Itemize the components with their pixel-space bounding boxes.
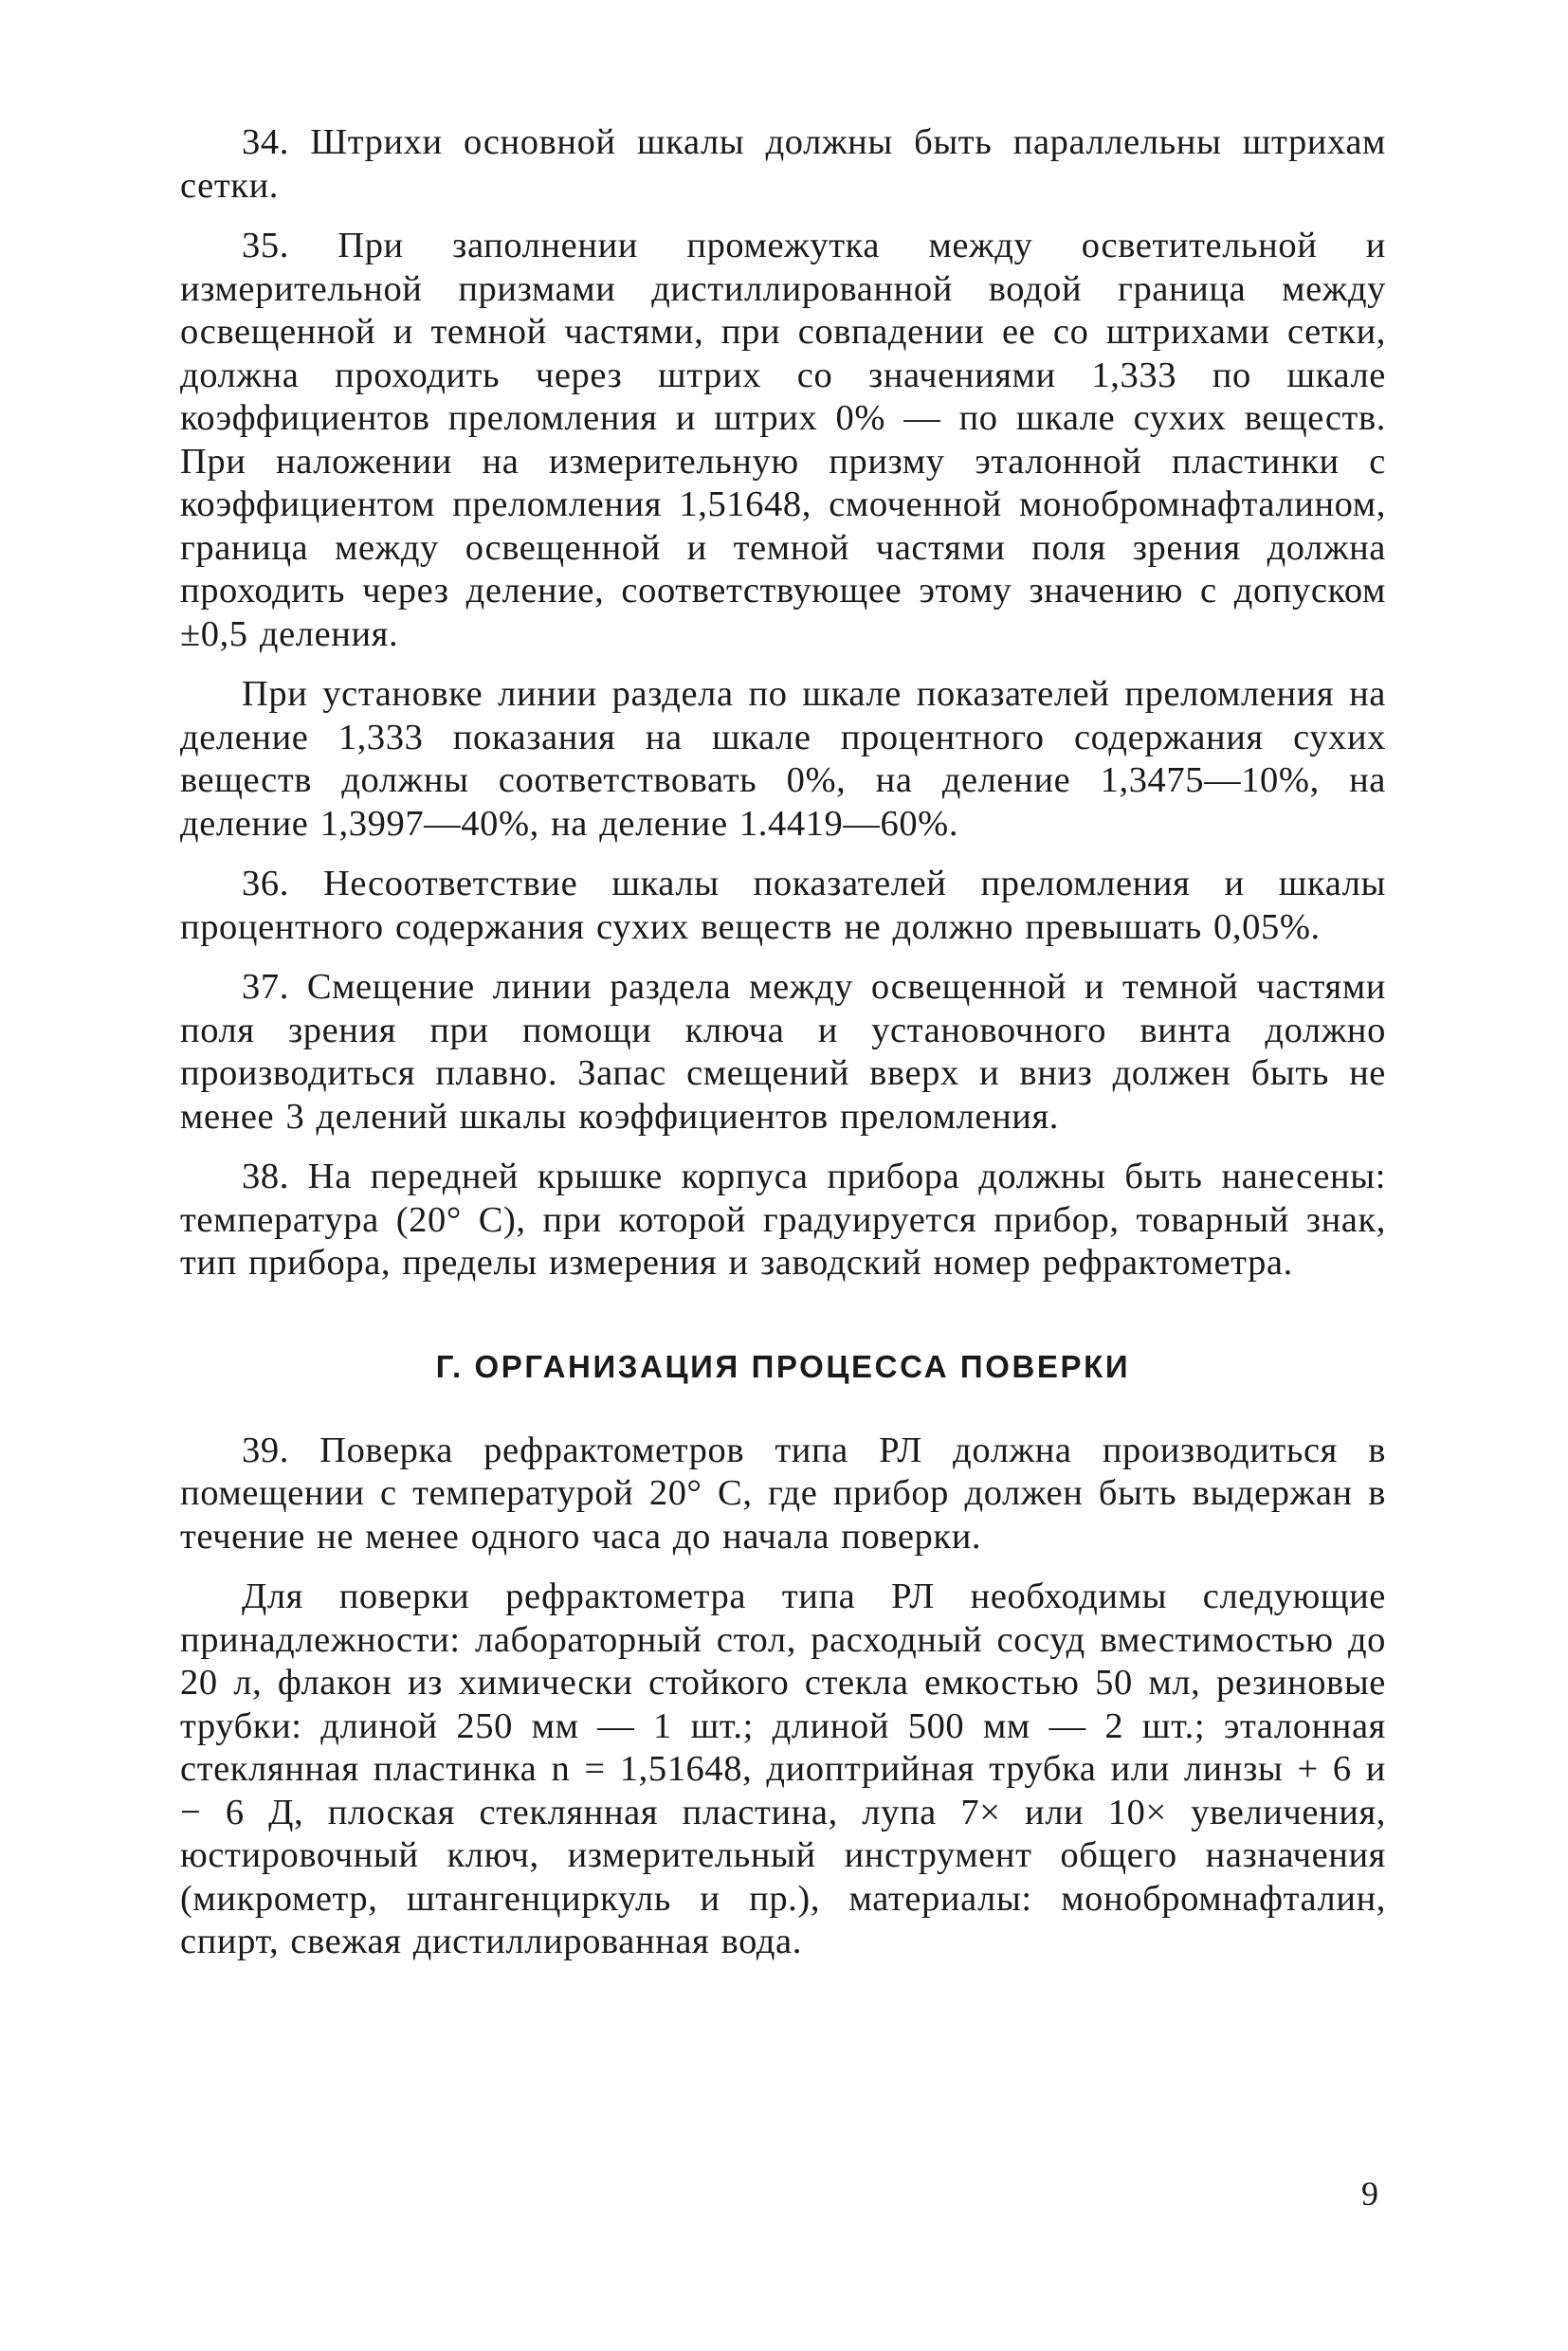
paragraph-36: 36. Несоответствие шкалы показателей преломления и шкалы процентного содержания сухих веществ не должно превышать 0,05%. [180,864,1386,947]
paragraph-39-continued: Для поверки рефрактометра типа РЛ необходимы следующие принадлежности: лабораторный стол, расходный сосуд вместимостью до 20 л, флакон из химически стойкого стекла емкостью 50 мл, резиновые трубки: длиной 250 мм — 1 шт.; длиной 500 мм — 2 шт.; эталонная стеклянная пластинка n = 1,51648, диоптрийная трубка или линзы + 6 и − 6 Д, плоская стеклянная пластина, лупа 7× или 10× увеличения, юстировочный ключ, измерительный инструмент общего назначения (микрометр, штангенциркуль и пр.), материалы: монобромнафталин, спирт, свежая дистиллированная вода. [180,1576,1386,1961]
paragraph-38: 38. На передней крышке корпуса прибора должны быть нанесены: температура (20° С), при которой градуируется прибор, товарный знак, тип прибора, пределы измерения и заводский номер рефрактометра. [180,1157,1386,1283]
paragraph-35: 35. При заполнении промежутка между осветительной и измерительной призмами дистиллированной водой граница между освещенной и темной частями, при совпадении ее со штрихами сетки, должна проходить через штрих со значениями 1,333 по шкале коэффициентов преломления и штрих 0% — по шкале сухих веществ. При наложении на измерительную призму эталонной пластинки с коэффициентом преломления 1,51648, смоченной монобромнафталином, граница между освещенной и темной частями поля зрения должна проходить через деление, соответствующее этому значению с допуском ±0,5 деления. [180,226,1386,654]
section-heading: Г. ОРГАНИЗАЦИЯ ПРОЦЕССА ПОВЕРКИ [435,1348,1131,1384]
paragraph-34: 34. Штрихи основной шкалы должны быть параллельны штрихам сетки. [180,122,1386,206]
page-number: 9 [1361,2175,1378,2213]
document-page [180,121,1386,1964]
paragraph-39: 39. Поверка рефрактометров типа РЛ должна производиться в помещении с температурой 20° С, где прибор должен быть выдержан в течение не менее одного часа до начала поверки. [180,1430,1386,1557]
paragraph-37: 37. Смещение линии раздела между освещенной и темной частями поля зрения при помощи ключа и установочного винта должно производиться плавно. Запас смещений вверх и вниз должен быть не менее 3 делений шкалы коэффициентов преломления. [180,967,1386,1137]
paragraph-35-continued: При установке линии раздела по шкале показателей преломления на деление 1,333 показания на шкале процентного содержания сухих веществ должны соответствовать 0%, на деление 1,3475—10%, на деление 1,3997—40%, на деление 1.4419—60%. [180,674,1386,844]
